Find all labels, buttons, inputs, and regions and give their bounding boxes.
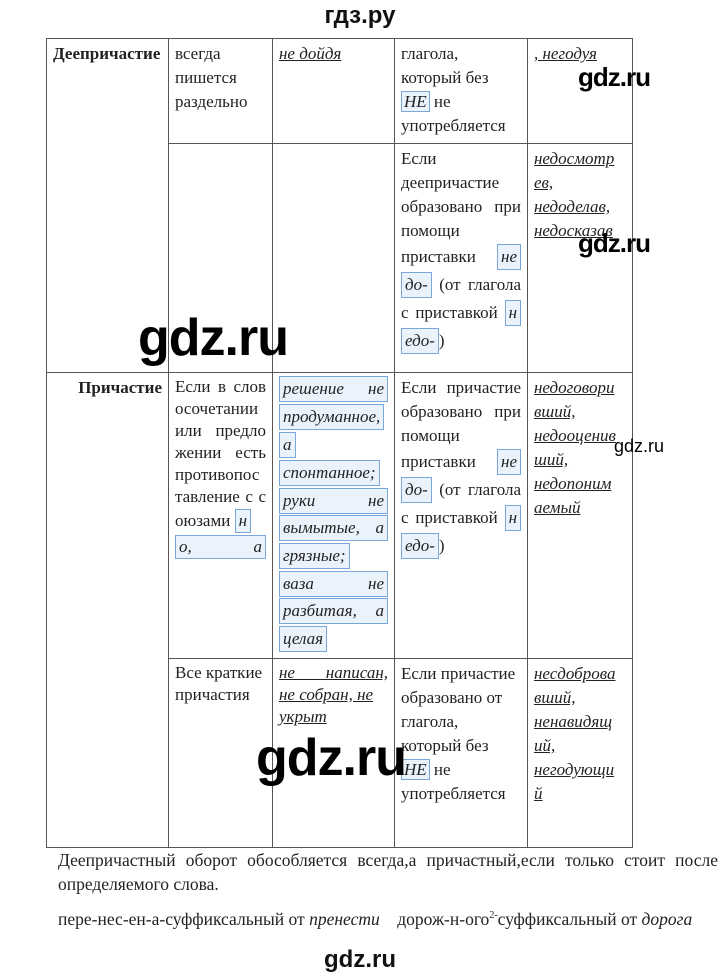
highlight-box: н — [235, 509, 251, 533]
highlight-line — [279, 598, 388, 624]
exception-example-line: вший, — [534, 688, 576, 707]
watermark-overlay: gdz.ru — [138, 309, 288, 367]
highlight-text: а — [375, 518, 384, 537]
exception-example-line: недоделав, — [534, 197, 611, 216]
highlight-text: руки — [283, 491, 316, 510]
highlight-line — [279, 571, 388, 597]
table-row — [47, 373, 633, 659]
exception-example-line: недопоним — [534, 474, 612, 493]
highlight-line — [279, 376, 388, 402]
table-row — [47, 39, 633, 144]
note-text: дорога — [641, 908, 693, 929]
exception-cell — [395, 659, 528, 848]
exception-example-line: аемый — [534, 498, 581, 517]
exception-text: Если причастие образовано от глагола, который без — [401, 664, 516, 755]
highlight-box: не — [497, 449, 521, 475]
watermark-overlay: gdz.ru — [614, 436, 665, 456]
exception-text: ) — [438, 331, 445, 350]
exception-cell — [395, 144, 528, 373]
part-label: Причастие — [78, 378, 162, 397]
exception-cell — [395, 373, 528, 659]
exception-example-line: вший, — [534, 402, 576, 421]
highlight-text: ваза — [283, 574, 314, 593]
exception-example-line: ий, — [534, 736, 556, 755]
rule-text: Если в словосочетании или предложении есть противопоставление с союзами — [175, 377, 266, 530]
highlight-text: о, — [179, 537, 192, 556]
example-line: не написан, — [279, 663, 388, 682]
exception-text: (от глагола с приставкой — [401, 480, 521, 527]
note-superscript: 2- — [489, 910, 498, 921]
highlight-text: разбитая, — [283, 601, 357, 620]
exception-text: не употребляется — [401, 92, 506, 135]
exception-example-text: , негодуя — [534, 44, 597, 63]
exception-example-line: ший, — [534, 450, 569, 469]
highlight-box: едо- — [401, 533, 439, 559]
rule-text: Все краткие причастия — [175, 663, 263, 704]
highlight-box: НЕ — [401, 91, 430, 112]
rule-text: всегда пишется раздельно — [175, 44, 248, 111]
part-label: Деепричастие — [53, 44, 161, 63]
exception-example-cell — [528, 373, 633, 659]
note-line — [58, 904, 718, 931]
site-watermark-top: гдз.ру — [324, 2, 396, 29]
highlight-box: едо- — [401, 328, 439, 354]
highlight-line: продуманное, — [279, 404, 384, 430]
highlight-text: решение — [283, 379, 344, 398]
exception-example-line: ев, — [534, 173, 554, 192]
note-line: Деепричастный оборот обособляется всегда,а причастный,если только стоит после определяемого слова. — [58, 850, 718, 894]
example-cell — [273, 39, 395, 144]
highlight-box: н — [505, 505, 521, 531]
exception-example-line: несдоброва — [534, 664, 616, 683]
highlight-text: а — [253, 537, 262, 556]
rules-table — [46, 38, 633, 848]
exception-text: Если деепричастие образовано при помощи приставки — [401, 149, 521, 266]
highlight-line — [279, 488, 388, 514]
highlight-box: не — [497, 244, 521, 270]
exception-example-line: ненавидящ — [534, 712, 613, 731]
rule-cell — [169, 39, 273, 144]
exception-example-line: недосмотр — [534, 149, 615, 168]
note-text: пренести — [309, 908, 380, 929]
example-line: укрыт — [279, 707, 327, 726]
notes — [58, 848, 718, 931]
highlight-line: спонтанное; — [279, 460, 380, 486]
highlight-box: до- — [401, 477, 432, 503]
exception-example-line: недосказав — [534, 221, 613, 240]
highlight-line: целая — [279, 626, 327, 652]
note-text: пере-нес-ен-а-суффиксальный от — [58, 908, 305, 929]
exception-text: (от глагола с приставкой — [401, 275, 521, 322]
example-cell — [273, 373, 395, 659]
exception-example-line: недоговори — [534, 378, 615, 397]
exception-text: не употребляется — [401, 760, 506, 803]
watermark-overlay: gdz.ru — [256, 729, 406, 787]
highlight-box — [175, 535, 266, 559]
site-watermark-bottom: gdz.ru — [324, 946, 396, 973]
highlight-line — [279, 515, 388, 541]
watermark-overlay: gdz.ru — [578, 228, 650, 258]
highlight-box: до- — [401, 272, 432, 298]
part-of-speech-cell — [47, 373, 169, 848]
watermark-overlay: gdz.ru — [578, 62, 650, 92]
exception-text: глагола, который без — [401, 44, 489, 87]
highlight-line: а — [279, 432, 296, 458]
note-text: дорож-н-ого — [397, 908, 490, 929]
rule-cell — [169, 373, 273, 659]
exception-example-line: недооценив — [534, 426, 616, 445]
highlight-line: грязные; — [279, 543, 350, 569]
note-text: суффиксальный от — [497, 908, 638, 929]
exception-example-cell — [528, 659, 633, 848]
exception-text: Если причастие образовано при помощи приставки — [401, 378, 521, 471]
exception-cell — [395, 39, 528, 144]
highlight-text: не — [368, 574, 384, 593]
highlight-box: н — [505, 300, 521, 326]
highlight-text: не — [368, 491, 384, 510]
exception-text: ) — [438, 536, 445, 555]
example-line: не собран, не — [279, 685, 374, 704]
highlight-box: НЕ — [401, 759, 430, 780]
highlight-text: а — [375, 601, 384, 620]
exception-example-line: негодующи — [534, 760, 615, 779]
example-text: не дойдя — [279, 44, 342, 63]
highlight-text: не — [368, 379, 384, 398]
example-cell — [273, 144, 395, 373]
exception-example-line: й — [534, 784, 543, 803]
highlight-text: вымытые, — [283, 518, 360, 537]
